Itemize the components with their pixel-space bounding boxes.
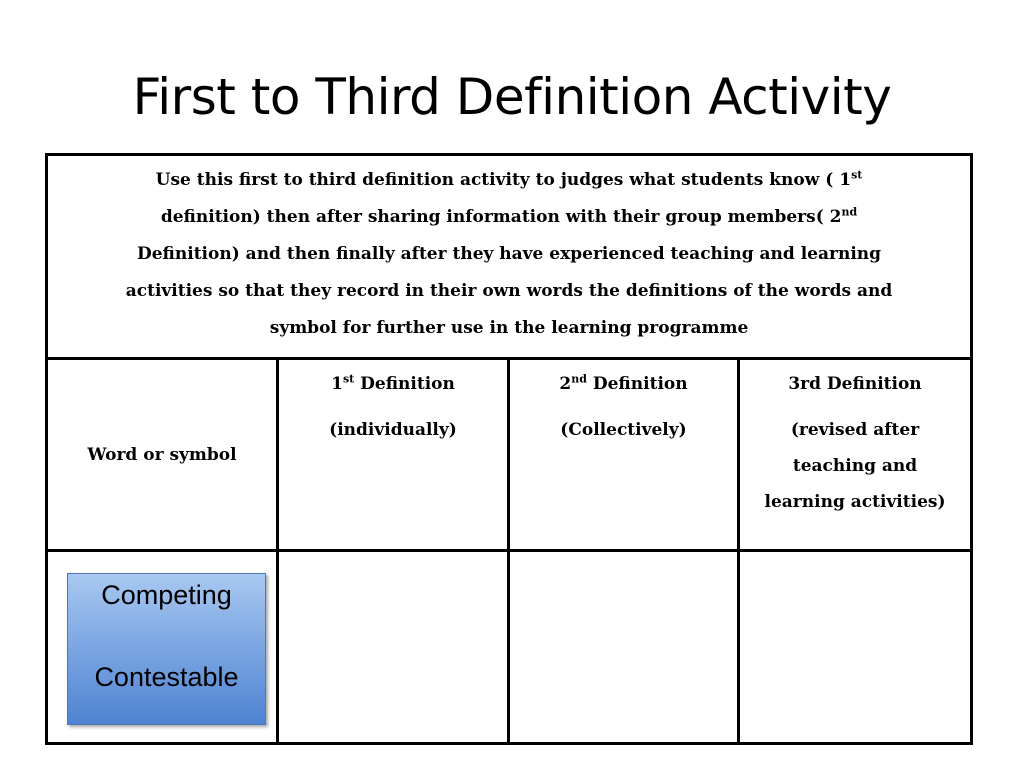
word-box-line: Contestable [94, 662, 239, 692]
header-third-label: 3rd Definition [788, 374, 922, 394]
header-third-sub-line: teaching and [792, 456, 918, 476]
header-third-sub-line: (revised after [790, 420, 920, 440]
cell-first-definition[interactable] [278, 551, 509, 744]
instructions-line: activities so that they record in their own words the definitions of the words and [125, 281, 893, 301]
instructions-line: Definition) and then finally after they have experienced teaching and learning [136, 244, 882, 264]
header-second-label: 2nd Definition [559, 372, 688, 394]
instructions-line: Use this first to third definition activity to judges what students know ( 1st [155, 168, 863, 190]
ordinal-suffix: nd [571, 372, 587, 386]
word-box-line: Competing [101, 580, 232, 610]
header-first-label: 1st Definition [331, 372, 455, 394]
header-first-sub: (individually) [329, 420, 457, 440]
header-second-definition [509, 359, 739, 551]
header-third-sub [740, 412, 970, 520]
instructions-cell [47, 155, 972, 359]
header-first-definition [278, 359, 509, 551]
instructions-line: definition) then after sharing information with their group members( 2nd [160, 205, 858, 227]
header-row [47, 359, 972, 551]
header-third-sub-line: learning activities) [764, 492, 946, 512]
cell-second-definition[interactable] [509, 551, 739, 744]
cell-third-definition[interactable] [739, 551, 972, 744]
ordinal-suffix: nd [841, 205, 858, 219]
header-third-definition [739, 359, 972, 551]
ordinal-suffix: st [342, 372, 355, 386]
slide-title: First to Third Definition Activity [132, 68, 892, 126]
word-box [67, 573, 266, 725]
intro-row [47, 155, 972, 359]
header-word-or-symbol [47, 359, 278, 551]
instructions-text [48, 156, 970, 347]
ordinal-suffix: st [851, 168, 863, 182]
header-second-sub: (Collectively) [560, 420, 687, 440]
instructions-line: symbol for further use in the learning programme [269, 318, 749, 338]
header-word-label: Word or symbol [87, 444, 237, 465]
